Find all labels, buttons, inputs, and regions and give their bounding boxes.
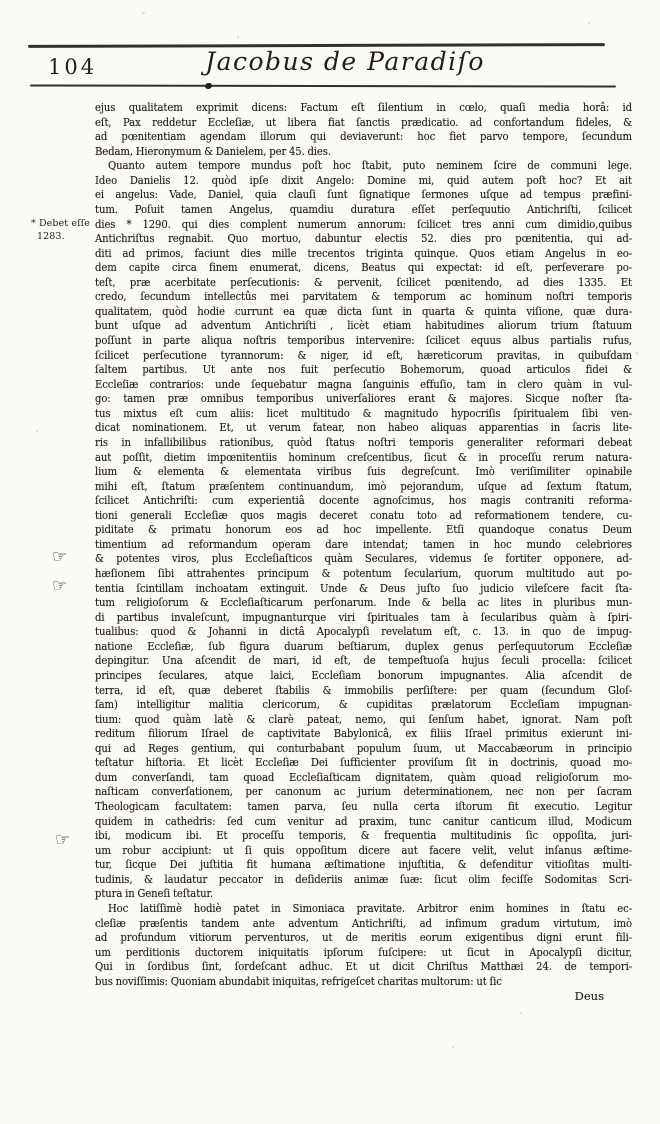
body-line: quidem in cathedris: ſed cum venitur ad praxim, tunc canitur canticum illud, Modicum [95, 814, 632, 828]
paper-speck [452, 1046, 454, 1048]
margin-note [31, 218, 95, 243]
body-line: diti ad primos, faciunt dies mille trecentos triginta quinque. Quos etiam Angelus in eo- [95, 246, 632, 260]
body-line: dem capite circa finem enumerat, dicens, Beatus qui expectat: id eſt, perſeverare po- [95, 261, 632, 275]
body-line: piditate & primatu honorum eos ad hoc impellente. Etſi quandoque conatus Deum [95, 523, 632, 537]
body-line: Antichriſtus regnabit. Quo mortuo, dabuntur electis 52. dies pro pœnitentia, qui ad- [95, 232, 632, 246]
body-line: & potentes viros, plus Eccleſiaſticos quàm Seculares, videmus ſe fortiter opponere, ad- [95, 552, 632, 566]
body-line: Quanto autem tempore mundus poſt hoc ſtabit, puto neminem ſcire de communi lege. [108, 159, 632, 173]
body-line: natione Eccleſiæ, ſub figura duarum beſtiarum, duplex genus perſequutorum Eccleſiæ [95, 639, 632, 653]
paper-speck [636, 352, 638, 355]
paper-speck [520, 1012, 522, 1014]
body-line: tur, ſicque Dei juſtitia fit humana æſtimatione injuſtitia, & defenditur vitioſitas multi- [95, 858, 632, 872]
paper-speck [588, 22, 590, 24]
body-line: qualitatem, quòd hodie currunt ea quæ dicta ſunt in quarta & quinta viſione, quæ dura- [95, 304, 632, 318]
body-line: tualibus: quod & Johanni in dictâ Apocalypſi revelatum eſt, c. 13. in quo de impug- [95, 625, 632, 639]
body-line: principes ſeculares, atque laici, Eccleſiam bonorum impugnantes. Alia aſcendit de [95, 668, 632, 682]
body-line: reditum filiorum Iſrael de captivitate Babylonicâ, ex filiis Iſrael primitus exierunt ini- [95, 727, 632, 741]
body-line: bus noviſſimis: Quoniam abundabit iniquitas, refrigeſcet charitas multorum: ut ſic [95, 974, 502, 988]
body-line: credo, ſecundum intellectûs mei parvitatem & temporum ac hominum noſtri temporis [95, 290, 632, 304]
body-line: bunt uſque ad adventum Antichriſti , licèt etiam habitudines aliorum trium ſtatuum [95, 319, 632, 333]
paper-speck [237, 36, 239, 38]
body-line: aut poſſit, dietim impœnitentiis hominum creſcentibus, ſicut & in proceſſu rerum natura- [95, 450, 632, 464]
body-line: depingitur. Una aſcendit de mari, id eſt, de tempeſtuoſa hujus ſeculi procella: ſcilicet [95, 654, 632, 668]
body-line: tudinis, & laudatur peccator in deſideriis animæ ſuæ: ſicut olim feciſſe Sodomitas Scri- [95, 872, 632, 886]
body-line: naſticam converſationem, per canonum ac jurium determinationem, nec non per ſacram [95, 785, 632, 799]
body-line: Bedam, Hieronymum & Danielem, per 45. dies. [95, 144, 331, 158]
body-line: Ideo Danielis 12. quòd ipſe dixit Angelo: Domine mi, quid autem poſt hoc? Et ait [95, 173, 632, 187]
body-line: ſcilicet Antichriſti: cum experientiâ docente agnoſcimus, hos magis contraniti reforma- [95, 494, 632, 508]
manicule-icon: ☞ [52, 576, 68, 596]
manicule-icon: ☞ [55, 830, 71, 850]
body-line: ejus qualitatem exprimit dicens: Factum eſt ſilentium in cœlo, quaſi media horâ: id [95, 101, 632, 114]
body-line: cleſiæ præſentis tandem ante adventum Antichriſti, ad infimum gradum virtutum, imò [95, 916, 632, 930]
body-line: Qui in ſordibus ſint, ſordeſcant adhuc. Et ut dicit Chriſtus Matthæi 24. de tempori- [95, 960, 632, 974]
body-line: ad profundum vitiorum perventuros, ut de meritis eorum exigentibus digni erunt fili- [95, 931, 632, 945]
header-rule-bottom [30, 84, 616, 87]
body-line: um robur accipiunt: ut ſi quis oppoſitum dicere aut facere velit, velut inſanus æſtime- [95, 843, 632, 857]
body-line: tus mixtus eſt cum aliis: licet multitudo & magnitudo hypocriſis ſpiritualem ſibi ven- [95, 406, 632, 420]
body-line: ad pœnitentiam agendam illorum qui deviaverunt: hoc fiet parvo tempore, ſecundum [95, 130, 632, 144]
body-line: dicat nominationem. Et, ut verum fatear, non habeo aliquas apparentias in ſacris lite- [95, 421, 632, 435]
body-line: qui ad Reges gentium, qui conturbabant populum ſuum, ut Maccabæorum in principio [95, 741, 632, 755]
body-line: ſaltem partibus. Ut ante nos fuit perſecutio Bohemorum, quoad articulos fidei & [95, 363, 632, 377]
body-text [95, 101, 632, 989]
body-line: ris in infallibilibus rationibus, quòd ſtatus noſtri temporis generaliter reformari debeat [95, 435, 632, 449]
manicule-icon: ☞ [52, 547, 68, 567]
body-line: Hoc latiſſimè hodiè patet in Simoniaca pravitate. Arbitror enim homines in ſtatu ec- [108, 901, 632, 915]
body-line: tioni generali Eccleſiæ quos magis deceret conatu toto ad reformationem tendere, cu- [95, 508, 632, 522]
body-line: dies * 1290. qui dies complent numerum annorum: ſcilicet tres anni cum dimidio,quibus [95, 217, 632, 231]
body-line: um perditionis ductorem iniquitatis ipſorum ſuſcipere: ut ſicut in Apocalypſi dicitur, [95, 945, 632, 959]
body-line: lium & elementa & elementata viribus ſuis degreſcunt. Imò veriſimiliter opinabile [95, 465, 632, 479]
body-line: dum converſandi, tam quoad Eccleſiaſticam dignitatem, quàm quoad religioſorum mo- [95, 770, 632, 784]
paper-speck [36, 430, 38, 432]
body-line: teſtatur hiſtoria. Et licèt Eccleſiæ Dei ſufficienter proviſum ſit in doctrinis, quoad mo- [95, 756, 632, 770]
body-line: tum religioſorum & Eccleſiaſticarum perſonarum. Inde & bella ac lites in pluribus mun- [95, 596, 632, 610]
body-line: tum. Poſuit tamen Angelus, quamdiu duratura eſſet perſequutio Antichriſti, ſcilicet [95, 202, 632, 216]
margin-note-line-1: * Debet eſſe [31, 218, 91, 229]
body-line: Eccleſiæ contrarios: unde ſequebatur magna ſanguinis effuſio, tam in clero quàm in vul- [95, 377, 632, 391]
page-number: 104 [48, 55, 98, 79]
body-line: di partibus invaleſcunt, impugnanturque viri ſpirituales tam à ſecularibus quàm à ſpiri- [95, 610, 632, 624]
body-line: poſſunt in parte aliqua noſtris temporibus intervenire: ſcilicet equus albus partialis rufus, [95, 334, 632, 347]
body-line: ptura in Geneſi teſtatur. [95, 887, 214, 901]
body-line: go: tamen præ omnibus temporibus univerſaliores erant & majores. Sicque noſter ſta- [95, 392, 632, 406]
catchword: Deus [574, 989, 604, 1003]
running-title: Jacobus de Paradiſo [205, 47, 485, 76]
body-line: hæſionem ſibi attrahentes principum & potentum ſecularium, quorum multitudo aut po- [95, 567, 632, 580]
body-line: timentium ad reformandum operam dare intendat; tamen in hoc mundo celebriores [95, 537, 632, 551]
body-line: Theologicam facultatem: tamen parva, ſeu nulla certa iſtorum fit executio. Legitur [95, 800, 632, 813]
ink-speck [205, 83, 212, 89]
body-line: mihi eſt, ſtatum præſentem continuandum, imò pejorandum, uſque ad ſextum ſtatum, [95, 479, 632, 493]
body-line: ibi, modicum ibi. Et proceſſu temporis, & frequentia multitudinis ſic oppoſita, juri- [95, 829, 632, 843]
body-line: tium: quod quàm latè & clarè pateat, nemo, qui ſenſum habet, ignorat. Nam poſt [95, 712, 632, 726]
body-line: terra, id eſt, quæ deberet ſtabilis & immobilis perſiſtere: per quam (ſecundum Gloſ- [95, 683, 632, 697]
margin-note-line-2: 1283. [37, 230, 65, 242]
body-line: teſt, præ acerbitate perſecutionis: & pervenit, ſcilicet pœnitendo, ad dies 1335. Et [95, 275, 632, 289]
paper-speck [142, 12, 145, 14]
body-line: eſt, Pax reddetur Eccleſiæ, ut libera fiat ſanctis prædicatio. ad confortandum fideles, & [95, 115, 632, 129]
body-line: tentia ſcintillam inchoatam extinguit. Unde & Deus juſto ſuo judicio vileſcere facit ſta- [95, 581, 632, 595]
body-line: ſam) intelligitur malitia clericorum, & cupiditas prælatorum Eccleſiam impugnan- [95, 698, 632, 712]
body-line: ei angelus: Vade, Daniel, quia clauſi ſunt ſignatique ſermones uſque ad tempus præfini- [95, 188, 632, 202]
body-line: ſcilicet perſecutione tyrannorum: & niger, id eſt, hæreticorum pravitas, in quibuſdam [95, 348, 632, 362]
